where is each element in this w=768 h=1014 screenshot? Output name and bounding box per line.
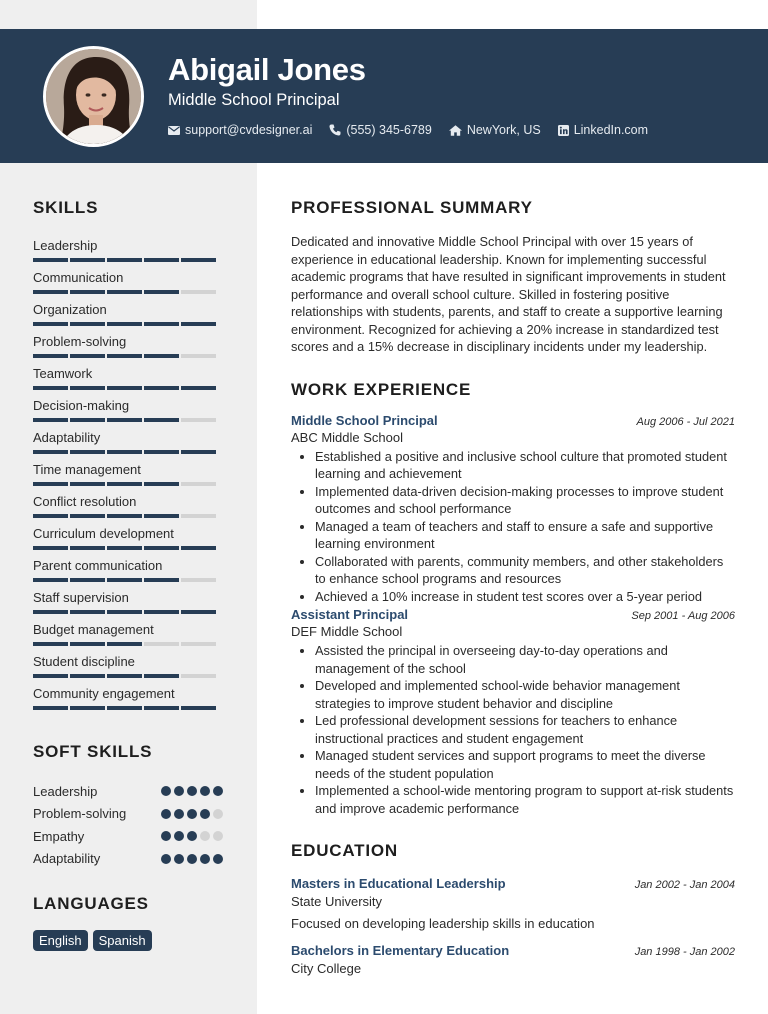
soft-skill-name: Leadership	[33, 783, 98, 799]
rating-dot	[161, 786, 171, 796]
skill-name: Parent communication	[33, 558, 163, 573]
skill-level-bar	[33, 578, 223, 582]
contact-phone[interactable]	[329, 123, 431, 137]
education-degree: Masters in Educational Leadership	[291, 876, 506, 891]
job-dates: Aug 2006 - Jul 2021	[636, 415, 735, 428]
skill-level-segment	[181, 482, 216, 486]
skill-level-segment	[181, 578, 216, 582]
skill-level-segment	[33, 674, 68, 678]
skill-level-segment	[70, 354, 105, 358]
skill-level-segment	[70, 546, 105, 550]
languages-list	[33, 930, 223, 951]
skill-level-segment	[70, 450, 105, 454]
job-bullet: • Achieved a 10% increase in student test scores over a 5-year period	[315, 588, 735, 606]
candidate-name: Abigail Jones	[168, 52, 366, 87]
rating-dot	[187, 831, 197, 841]
rating-dot	[213, 809, 223, 819]
rating-dot	[187, 854, 197, 864]
rating-dot	[187, 786, 197, 796]
skill-item	[33, 366, 223, 398]
skill-level-segment	[70, 610, 105, 614]
skill-level-segment	[107, 354, 142, 358]
skill-level-segment	[181, 258, 216, 262]
jobs-list	[291, 413, 735, 818]
soft-skill-rating	[161, 786, 223, 796]
rating-dot	[200, 809, 210, 819]
skill-level-segment	[144, 514, 179, 518]
job-bullet: • Implemented a school-wide mentoring program to support at-risk students and improve academic performance	[315, 782, 735, 817]
education-list	[291, 876, 735, 976]
soft-skill-rating	[161, 831, 223, 841]
contact-email-text: support@cvdesigner.ai	[185, 123, 313, 137]
skill-name: Teamwork	[33, 366, 93, 381]
profile-photo	[43, 46, 144, 147]
job-bullet: • Managed student services and support programs to meet the diverse needs of the student population	[315, 747, 735, 782]
summary-heading: PROFESSIONAL SUMMARY	[291, 198, 533, 217]
skill-level-segment	[144, 386, 179, 390]
rating-dot	[213, 831, 223, 841]
home-icon	[449, 125, 462, 136]
job-title: Assistant Principal	[291, 607, 409, 622]
skill-level-segment	[70, 418, 105, 422]
skill-level-segment	[144, 322, 179, 326]
rating-dot	[187, 809, 197, 819]
skill-level-segment	[107, 322, 142, 326]
education-description: Focused on developing leadership skills in education	[291, 916, 595, 931]
job-bullet: • Led professional development sessions for teachers to enhance instructional practices and student engagement	[315, 712, 735, 747]
soft-skills-heading: SOFT SKILLS	[33, 742, 153, 761]
job-entry	[291, 607, 735, 817]
skill-level-bar	[33, 546, 223, 550]
skill-level-segment	[144, 258, 179, 262]
rating-dot	[200, 831, 210, 841]
job-company: ABC Middle School	[291, 429, 403, 445]
skill-name: Time management	[33, 462, 141, 477]
skill-level-segment	[144, 706, 179, 710]
job-title: Middle School Principal	[291, 412, 438, 428]
rating-dot	[213, 786, 223, 796]
education-school: City College	[291, 961, 362, 976]
skill-level-segment	[33, 450, 68, 454]
contact-linkedin-text: LinkedIn.com	[573, 123, 649, 137]
skill-level-segment	[144, 546, 179, 550]
skill-level-segment	[70, 258, 105, 262]
rating-dot	[174, 831, 184, 841]
skill-level-segment	[107, 386, 142, 390]
rating-dot	[161, 854, 171, 864]
skill-level-bar	[33, 418, 223, 422]
contact-list	[168, 123, 648, 137]
skill-level-segment	[144, 290, 179, 294]
skill-level-segment	[107, 418, 142, 422]
skills-heading: SKILLS	[33, 198, 99, 217]
skill-level-bar	[33, 674, 223, 678]
job-bullet: • Developed and implemented school-wide behavior management strategies to improve student behavior and discipline	[315, 677, 735, 712]
skill-level-segment	[181, 674, 216, 678]
skill-level-segment	[107, 482, 142, 486]
skill-item	[33, 302, 223, 334]
skill-level-segment	[70, 322, 105, 326]
education-heading: EDUCATION	[291, 841, 398, 860]
skill-level-segment	[33, 290, 68, 294]
skill-name: Community engagement	[33, 686, 175, 701]
skill-name: Staff supervision	[33, 590, 129, 605]
rating-dot	[200, 854, 210, 864]
skill-level-segment	[70, 706, 105, 710]
skill-level-segment	[33, 386, 68, 390]
soft-skill-rating	[161, 809, 223, 819]
skill-level-segment	[70, 290, 105, 294]
phone-icon	[329, 124, 341, 136]
skill-level-segment	[107, 674, 142, 678]
skill-level-segment	[144, 610, 179, 614]
job-bullet: • Assisted the principal in overseeing day-to-day operations and management of the school	[315, 642, 735, 677]
skill-item	[33, 398, 223, 430]
skill-name: Budget management	[33, 622, 154, 637]
soft-skill-item	[33, 803, 223, 826]
skill-level-bar	[33, 450, 223, 454]
skill-name: Problem-solving	[33, 334, 127, 349]
education-header	[291, 876, 735, 891]
skill-level-segment	[33, 546, 68, 550]
linkedin-icon	[558, 125, 569, 136]
skill-item	[33, 462, 223, 494]
education-school: State University	[291, 894, 383, 909]
skill-item	[33, 654, 223, 686]
skill-level-segment	[33, 642, 68, 646]
language-badge: English	[33, 930, 88, 951]
contact-email[interactable]	[168, 123, 312, 137]
soft-skills-list	[33, 780, 223, 870]
skill-level-bar	[33, 322, 223, 326]
skill-level-segment	[144, 450, 179, 454]
education-dates: Jan 2002 - Jan 2004	[634, 879, 735, 891]
skill-level-segment	[181, 450, 216, 454]
job-bullet: • Collaborated with parents, community members, and other stakeholders to enhance school programs and resources	[315, 553, 735, 588]
skill-level-segment	[181, 322, 216, 326]
candidate-role: Middle School Principal	[168, 91, 340, 109]
skill-level-segment	[107, 610, 142, 614]
skill-level-segment	[33, 322, 68, 326]
skill-level-bar	[33, 514, 223, 518]
skill-level-segment	[181, 546, 216, 550]
skill-name: Leadership	[33, 238, 98, 253]
soft-skill-item	[33, 780, 223, 803]
skill-level-segment	[181, 514, 216, 518]
skill-level-segment	[144, 354, 179, 358]
skill-item	[33, 590, 223, 622]
skill-level-bar	[33, 386, 223, 390]
contact-location-text: NewYork, US	[466, 123, 541, 137]
education-header	[291, 943, 735, 958]
skill-level-bar	[33, 706, 223, 710]
skill-item	[33, 270, 223, 302]
skill-level-segment	[33, 514, 68, 518]
skill-level-segment	[107, 706, 142, 710]
skill-level-segment	[33, 258, 68, 262]
skill-level-segment	[181, 642, 216, 646]
main-content	[291, 198, 735, 976]
skill-level-segment	[70, 386, 105, 390]
soft-skill-item	[33, 825, 223, 848]
skill-item	[33, 334, 223, 366]
rating-dot	[174, 786, 184, 796]
soft-skill-name: Problem-solving	[33, 806, 127, 822]
skill-name: Curriculum development	[33, 526, 174, 541]
skill-level-segment	[181, 706, 216, 710]
skill-level-segment	[33, 578, 68, 582]
skill-level-segment	[70, 482, 105, 486]
skill-level-segment	[181, 610, 216, 614]
summary-text: Dedicated and innovative Middle School Principal with over 15 years of experience in educational leadership. Known for implementing successful academic programs that have resulted in significant improvements in student performance and overall school culture. Skilled in fostering positive relationships with students, parents, and staff to create a supportive learning environment. Recognized for achieving a 20% increase in standardized test scores and a 15% decrease in disciplinary incidents under my leadership.	[291, 234, 726, 354]
skill-level-segment	[181, 354, 216, 358]
education-dates: Jan 1998 - Jan 2002	[634, 946, 735, 958]
skill-name: Conflict resolution	[33, 494, 137, 509]
skill-level-segment	[33, 482, 68, 486]
skill-item	[33, 558, 223, 590]
education-degree: Bachelors in Elementary Education	[291, 943, 510, 958]
skill-level-bar	[33, 258, 223, 262]
skill-level-bar	[33, 642, 223, 646]
skill-level-segment	[144, 482, 179, 486]
skill-level-segment	[181, 418, 216, 422]
skill-level-segment	[144, 578, 179, 582]
job-bullets	[291, 642, 735, 817]
skill-level-segment	[107, 546, 142, 550]
skill-level-segment	[107, 578, 142, 582]
skill-item	[33, 622, 223, 654]
job-entry	[291, 413, 735, 606]
skill-level-bar	[33, 290, 223, 294]
contact-location	[449, 123, 541, 137]
skill-level-segment	[107, 290, 142, 294]
contact-linkedin[interactable]	[558, 123, 648, 137]
skill-item	[33, 238, 223, 270]
skill-level-segment	[33, 418, 68, 422]
contact-phone-text: (555) 345-6789	[346, 123, 432, 137]
skill-level-segment	[33, 610, 68, 614]
skill-level-segment	[107, 450, 142, 454]
job-header	[291, 607, 735, 622]
skill-level-segment	[144, 674, 179, 678]
skill-level-segment	[33, 354, 68, 358]
job-bullet: • Established a positive and inclusive school culture that promoted student learning and achievement	[315, 448, 735, 483]
skill-level-segment	[144, 418, 179, 422]
skill-level-segment	[33, 706, 68, 710]
skill-level-segment	[70, 514, 105, 518]
sidebar	[33, 198, 223, 951]
skill-level-segment	[107, 514, 142, 518]
skill-level-segment	[70, 674, 105, 678]
skill-item	[33, 526, 223, 558]
soft-skill-name: Empathy	[33, 828, 85, 844]
skill-level-segment	[107, 642, 142, 646]
rating-dot	[213, 854, 223, 864]
skill-item	[33, 430, 223, 462]
skill-level-segment	[70, 642, 105, 646]
skill-level-segment	[144, 642, 179, 646]
soft-skill-rating	[161, 854, 223, 864]
work-heading: WORK EXPERIENCE	[291, 379, 472, 399]
skills-list	[33, 238, 223, 718]
languages-heading: LANGUAGES	[33, 894, 149, 913]
skill-name: Communication	[33, 270, 124, 285]
rating-dot	[161, 809, 171, 819]
job-company: DEF Middle School	[291, 624, 403, 639]
job-bullets	[291, 448, 735, 606]
skill-level-bar	[33, 354, 223, 358]
skill-level-segment	[107, 258, 142, 262]
skill-level-segment	[181, 386, 216, 390]
rating-dot	[200, 786, 210, 796]
language-badge: Spanish	[93, 930, 152, 951]
skill-name: Adaptability	[33, 430, 101, 445]
skill-level-segment	[70, 578, 105, 582]
skill-level-segment	[181, 290, 216, 294]
rating-dot	[174, 854, 184, 864]
skill-level-bar	[33, 610, 223, 614]
skill-item	[33, 494, 223, 526]
job-dates: Sep 2001 - Aug 2006	[631, 610, 735, 622]
rating-dot	[174, 809, 184, 819]
job-bullet: • Implemented data-driven decision-making processes to improve student outcomes and school performance	[315, 483, 735, 518]
skill-item	[33, 686, 223, 718]
education-entry	[291, 943, 735, 976]
soft-skill-name: Adaptability	[33, 851, 101, 867]
skill-name: Student discipline	[33, 654, 135, 669]
skill-level-bar	[33, 482, 223, 486]
soft-skill-item	[33, 848, 223, 871]
education-entry	[291, 876, 735, 931]
envelope-icon	[168, 126, 180, 135]
job-header	[291, 413, 735, 428]
skill-name: Organization	[33, 302, 107, 317]
job-bullet: • Managed a team of teachers and staff to ensure a safe and supportive learning environment	[315, 518, 735, 553]
rating-dot	[161, 831, 171, 841]
skill-name: Decision-making	[33, 398, 130, 413]
